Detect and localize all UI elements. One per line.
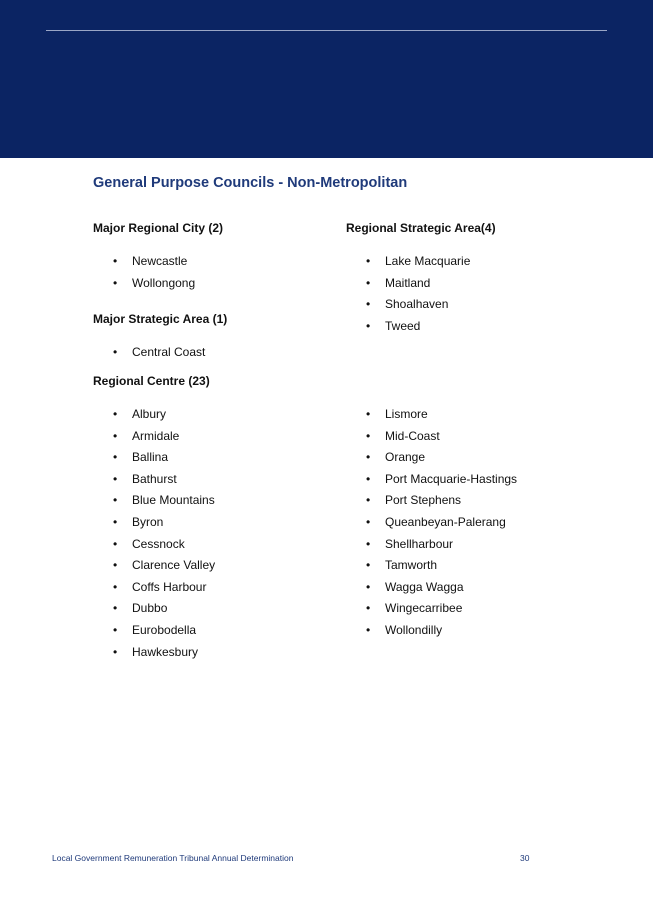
- list-item: • Maitland: [346, 273, 470, 295]
- list-item: • Wingecarribee: [346, 598, 517, 620]
- heading-major-strategic-area: Major Strategic Area (1): [93, 312, 228, 326]
- heading-regional-strategic-area: Regional Strategic Area(4): [346, 221, 496, 235]
- list-item: • Ballina: [93, 447, 215, 469]
- list-item: • Cessnock: [93, 534, 215, 556]
- list-regional-centre-col1: [93, 404, 215, 663]
- list-item: • Shellharbour: [346, 534, 517, 556]
- footer-text: Local Government Remuneration Tribunal Annual Determination: [52, 853, 294, 863]
- list-item: • Clarence Valley: [93, 555, 215, 577]
- page-number: 30: [520, 853, 530, 863]
- list-item: • Blue Mountains: [93, 490, 215, 512]
- list-item: • Newcastle: [93, 251, 195, 273]
- list-item: • Eurobodella: [93, 620, 215, 642]
- list-item: • Albury: [93, 404, 215, 426]
- list-regional-strategic-area: [346, 251, 470, 337]
- list-item: • Bathurst: [93, 469, 215, 491]
- list-item: • Shoalhaven: [346, 294, 470, 316]
- list-item: • Lismore: [346, 404, 517, 426]
- list-item: • Coffs Harbour: [93, 577, 215, 599]
- list-item: • Hawkesbury: [93, 642, 215, 664]
- header-banner: [0, 0, 653, 158]
- list-item: • Mid-Coast: [346, 426, 517, 448]
- list-regional-centre-col2: [346, 404, 517, 642]
- list-major-strategic-area: [93, 342, 205, 364]
- list-item: • Wollongong: [93, 273, 195, 295]
- list-item: • Orange: [346, 447, 517, 469]
- list-item: • Port Macquarie-Hastings: [346, 469, 517, 491]
- list-item: • Lake Macquarie: [346, 251, 470, 273]
- heading-major-regional-city: Major Regional City (2): [93, 221, 224, 235]
- list-item: • Byron: [93, 512, 215, 534]
- list-major-regional-city: [93, 251, 195, 294]
- banner-divider: [46, 30, 607, 31]
- list-item: • Port Stephens: [346, 490, 517, 512]
- list-item: • Central Coast: [93, 342, 205, 364]
- list-item: • Armidale: [93, 426, 215, 448]
- list-item: • Tamworth: [346, 555, 517, 577]
- list-item: • Wagga Wagga: [346, 577, 517, 599]
- list-item: • Queanbeyan-Palerang: [346, 512, 517, 534]
- list-item: • Tweed: [346, 316, 470, 338]
- list-item: • Dubbo: [93, 598, 215, 620]
- page-title: General Purpose Councils - Non-Metropolitan: [93, 175, 408, 191]
- list-item: • Wollondilly: [346, 620, 517, 642]
- heading-regional-centre: Regional Centre (23): [93, 374, 210, 388]
